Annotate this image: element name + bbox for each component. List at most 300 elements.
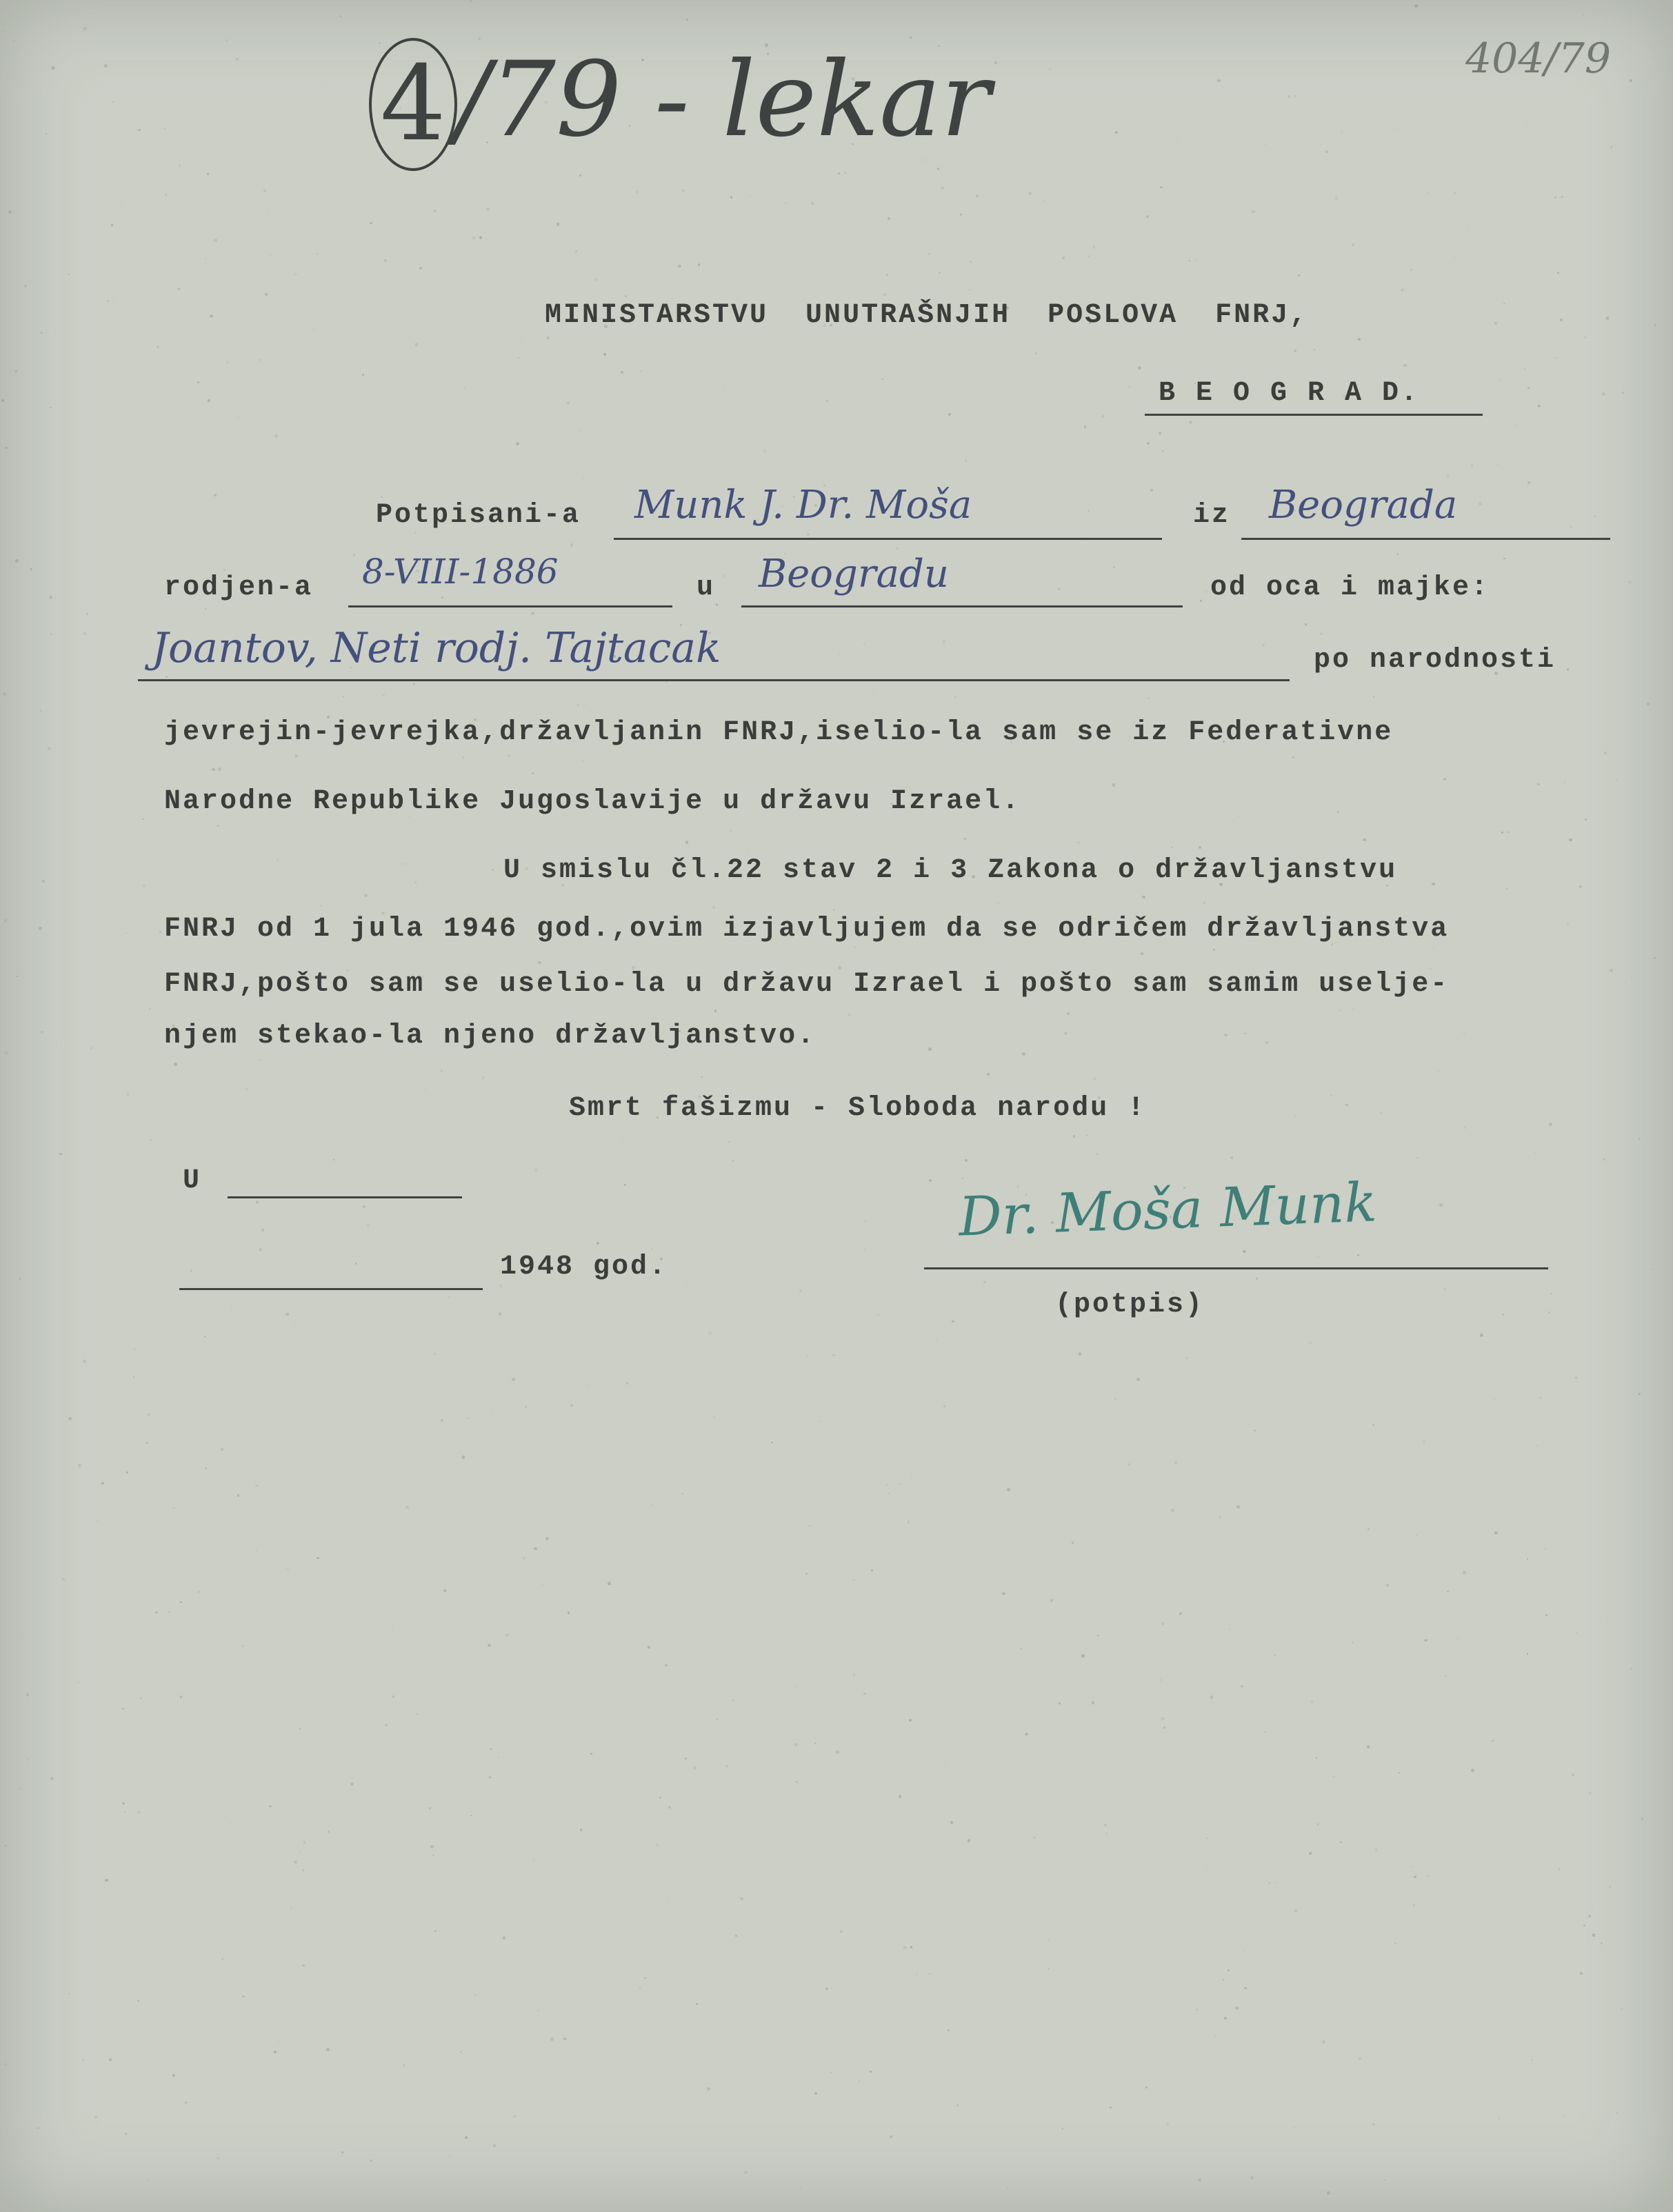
paper-speck	[313, 1094, 314, 1095]
paper-speck	[682, 189, 685, 192]
paper-speck	[62, 179, 63, 181]
paper-speck	[1092, 1701, 1095, 1705]
paper-speck	[1067, 1012, 1070, 1015]
paper-speck	[221, 1448, 223, 1451]
paper-speck	[255, 1485, 258, 1487]
paper-speck	[1447, 1591, 1449, 1593]
paper-speck	[983, 1281, 986, 1284]
paper-speck	[97, 1520, 98, 1521]
paper-speck	[208, 399, 210, 401]
paper-speck	[516, 442, 519, 445]
paper-speck	[41, 332, 43, 334]
paper-speck	[639, 1987, 641, 1988]
paper-speck	[205, 1467, 206, 1469]
paper-speck	[498, 1757, 499, 1758]
paper-speck	[1294, 1909, 1297, 1912]
paper-speck	[69, 1993, 70, 1994]
paper-speck	[910, 37, 912, 39]
paper-speck	[685, 1285, 687, 1287]
paper-speck	[381, 496, 383, 498]
paper-speck	[242, 1995, 245, 1998]
paper-speck	[1487, 1655, 1488, 1656]
paper-speck	[801, 2187, 802, 2189]
paper-speck	[178, 288, 181, 290]
paper-speck	[523, 1557, 525, 1559]
paper-speck	[1492, 1740, 1494, 1742]
paper-speck	[1007, 1488, 1010, 1491]
paper-speck	[545, 1537, 549, 1540]
paper-speck	[392, 1629, 393, 1631]
paper-speck	[1072, 1542, 1074, 1544]
paper-speck	[1501, 832, 1503, 834]
paper-speck	[1610, 969, 1613, 972]
paper-speck	[1096, 1153, 1099, 1155]
paper-speck	[1335, 197, 1338, 199]
addressee-line: MINISTARSTVU UNUTRAŠNJIH POSLOVA FNRJ,	[545, 300, 1309, 331]
paper-speck	[1527, 387, 1530, 389]
paper-speck	[295, 754, 298, 757]
paper-speck	[479, 236, 482, 239]
paper-speck	[1549, 1123, 1552, 1126]
paper-speck	[1602, 392, 1605, 396]
paper-speck	[970, 261, 972, 263]
paper-speck	[105, 1879, 108, 1882]
paper-speck	[1021, 1648, 1022, 1649]
paper-speck	[1198, 2178, 1201, 2182]
paper-speck	[277, 604, 279, 605]
paper-speck	[223, 569, 226, 571]
paper-speck	[326, 2048, 330, 2051]
paper-speck	[1203, 902, 1205, 904]
paper-speck	[204, 1336, 206, 1338]
paper-speck	[1094, 1077, 1096, 1079]
paper-speck	[59, 1153, 61, 1155]
paper-speck	[39, 927, 42, 930]
paper-speck	[1594, 516, 1596, 517]
paper-speck	[807, 533, 810, 536]
paper-speck	[881, 379, 883, 381]
paper-speck	[1494, 1531, 1497, 1534]
paper-speck	[886, 274, 888, 276]
paper-speck	[1223, 1856, 1225, 1858]
paper-speck	[608, 1582, 611, 1585]
paper-speck	[579, 174, 581, 176]
paper-speck	[4, 286, 5, 287]
paper-speck	[62, 1578, 65, 1581]
paper-speck	[960, 214, 962, 216]
paper-speck	[708, 1331, 712, 1335]
paper-speck	[1401, 288, 1404, 292]
paper-speck	[434, 210, 437, 212]
corner-archive-mark: 404/79	[1465, 34, 1612, 83]
paper-speck	[172, 2074, 175, 2077]
paper-speck	[713, 1416, 715, 1418]
paper-speck	[1498, 2118, 1500, 2120]
paper-speck	[370, 2160, 372, 2162]
paper-speck	[21, 1637, 23, 1638]
paper-speck	[899, 1483, 901, 1485]
paper-speck	[806, 1355, 807, 1356]
paper-speck	[441, 596, 443, 598]
paper-speck	[405, 1506, 409, 1509]
paper-speck	[1028, 192, 1032, 195]
paper-speck	[1022, 1052, 1025, 1056]
paper-speck	[1621, 2008, 1623, 2010]
paper-speck	[723, 385, 725, 387]
paper-speck	[263, 189, 267, 192]
paper-speck	[1499, 379, 1501, 381]
paper-speck	[1241, 1685, 1243, 1688]
paper-speck	[834, 664, 835, 665]
paper-speck	[1150, 489, 1153, 492]
paper-speck	[1375, 1849, 1377, 1851]
paper-speck	[1345, 1104, 1348, 1107]
paper-speck	[470, 1815, 472, 1817]
paper-speck	[5, 447, 8, 450]
paper-speck	[910, 1946, 913, 1949]
paper-speck	[735, 1935, 737, 1937]
paper-speck	[404, 863, 406, 865]
paper-speck	[1628, 581, 1632, 584]
paper-speck	[1564, 782, 1565, 783]
paper-speck	[8, 210, 12, 214]
paper-speck	[148, 2179, 149, 2180]
paper-speck	[1652, 1269, 1654, 1271]
paper-speck	[785, 203, 786, 204]
paper-speck	[987, 1073, 990, 1076]
paper-speck	[1048, 1940, 1050, 1941]
paper-speck	[682, 1493, 683, 1494]
paper-speck	[1219, 1516, 1221, 1518]
paper-speck	[462, 1456, 465, 1458]
paper-speck	[350, 1782, 354, 1786]
paper-speck	[1567, 668, 1570, 671]
paper-speck	[1536, 1445, 1539, 1447]
paper-speck	[1074, 568, 1075, 570]
paper-speck	[652, 1504, 653, 1505]
paper-speck	[78, 1464, 81, 1467]
paper-speck	[303, 1869, 305, 1871]
paper-speck	[428, 1514, 429, 1516]
paper-speck	[127, 1093, 130, 1096]
paper-speck	[730, 830, 732, 832]
paper-speck	[964, 838, 966, 840]
paper-speck	[1007, 2187, 1008, 2189]
paper-speck	[242, 1645, 244, 1647]
paper-speck	[659, 1797, 661, 1799]
paper-speck	[434, 1354, 436, 1356]
paper-speck	[415, 343, 418, 345]
paper-speck	[1524, 368, 1526, 370]
paper-speck	[512, 1378, 515, 1381]
paper-speck	[732, 1699, 735, 1702]
paper-speck	[570, 543, 574, 547]
paper-speck	[1313, 1965, 1314, 1967]
paper-speck	[392, 1696, 395, 1698]
paper-speck	[1176, 138, 1178, 139]
paper-speck	[314, 687, 315, 688]
paper-speck	[1548, 1311, 1550, 1314]
paper-speck	[624, 1184, 626, 1186]
paper-speck	[1269, 1882, 1270, 1884]
paper-speck	[467, 1418, 468, 1419]
paper-speck	[13, 106, 14, 107]
paper-speck	[462, 756, 464, 758]
paper-speck	[1423, 1440, 1425, 1443]
paper-speck	[225, 1816, 226, 1817]
paper-speck	[839, 654, 841, 656]
paper-speck	[732, 1160, 734, 1161]
paper-speck	[814, 2092, 817, 2095]
paper-speck	[838, 172, 840, 174]
paper-speck	[168, 1611, 170, 1612]
paper-speck	[1589, 1792, 1592, 1795]
paper-speck	[1363, 838, 1365, 841]
paper-speck	[883, 293, 886, 296]
label-parents: od oca i majke:	[1210, 572, 1490, 603]
paper-speck	[317, 253, 318, 254]
paper-speck	[1223, 1979, 1224, 1980]
paper-speck	[621, 1137, 623, 1138]
paper-speck	[1352, 1009, 1354, 1010]
paper-speck	[303, 1841, 305, 1843]
paper-speck	[1210, 1696, 1213, 1698]
paper-speck	[19, 1788, 21, 1789]
paper-speck	[1560, 319, 1563, 321]
paper-speck	[830, 2072, 832, 2073]
paper-speck	[1033, 1836, 1036, 1839]
paper-speck	[1288, 95, 1290, 98]
paper-speck	[413, 683, 415, 685]
born-date-underline	[348, 605, 672, 607]
paper-speck	[179, 165, 181, 167]
paper-speck	[237, 1494, 239, 1496]
paper-speck	[1593, 1905, 1594, 1906]
paper-speck	[1243, 1949, 1244, 1950]
paper-speck	[597, 1242, 599, 1245]
paper-speck	[159, 931, 161, 933]
paper-speck	[1352, 243, 1354, 246]
paper-speck	[538, 2010, 539, 2011]
paper-speck	[1643, 618, 1644, 619]
paper-speck	[1494, 322, 1497, 325]
paper-speck	[370, 855, 372, 857]
paper-speck	[1174, 1461, 1177, 1464]
paper-speck	[522, 281, 523, 283]
paper-speck	[686, 19, 688, 21]
paper-speck	[384, 259, 387, 262]
paper-speck	[1384, 2180, 1385, 2181]
paper-speck	[49, 596, 52, 599]
paper-speck	[1162, 450, 1163, 452]
paper-speck	[747, 847, 749, 849]
paper-speck	[185, 2102, 187, 2104]
paper-speck	[1561, 196, 1563, 198]
paper-speck	[716, 603, 719, 606]
paper-speck	[432, 1854, 434, 1856]
paper-speck	[567, 402, 569, 404]
paper-speck	[550, 2038, 554, 2041]
paper-speck	[269, 1805, 272, 1808]
paper-speck	[5, 1052, 8, 1054]
born-place-underline	[741, 605, 1183, 607]
paper-speck	[1073, 1135, 1076, 1138]
paper-speck	[1538, 405, 1541, 408]
paper-speck	[159, 1470, 160, 1471]
slogan: Smrt fašizmu - Sloboda narodu !	[569, 1093, 1147, 1124]
paper-speck	[1088, 510, 1090, 512]
paper-speck	[805, 1573, 808, 1575]
paper-speck	[67, 1918, 68, 1919]
paper-speck	[572, 232, 573, 233]
para2-line-3: FNRJ,pošto sam se uselio-la u državu Izrael i pošto sam samim uselje-	[164, 969, 1450, 1000]
paper-speck	[146, 1442, 148, 1444]
paper-speck	[1214, 2036, 1216, 2038]
paper-speck	[728, 1141, 729, 1142]
paper-speck	[911, 1474, 913, 1476]
paper-speck	[1647, 703, 1650, 705]
paper-speck	[333, 1159, 334, 1160]
paper-speck	[83, 2059, 84, 2060]
paper-speck	[948, 2029, 950, 2032]
paper-speck	[1616, 2112, 1618, 2114]
paper-speck	[848, 1013, 851, 1016]
paper-speck	[809, 1525, 810, 1527]
paper-speck	[3, 692, 6, 696]
paper-speck	[853, 1580, 854, 1581]
paper-speck	[799, 1289, 802, 1292]
paper-speck	[693, 1767, 697, 1770]
paper-speck	[1061, 2128, 1063, 2130]
paper-speck	[42, 880, 45, 883]
paper-speck	[599, 901, 600, 903]
paper-speck	[441, 1419, 443, 1422]
signature: Dr. Moša Munk	[957, 1172, 1378, 1249]
paper-speck	[1427, 1875, 1429, 1877]
paper-speck	[1224, 1034, 1227, 1036]
paper-speck	[542, 1585, 543, 1586]
paper-speck	[1457, 1638, 1459, 1639]
paper-speck	[137, 2000, 139, 2002]
paper-speck	[460, 2051, 461, 2053]
paper-speck	[814, 1676, 815, 1678]
paper-speck	[916, 1974, 918, 1976]
paper-speck	[294, 273, 298, 276]
paper-speck	[382, 694, 384, 696]
paper-speck	[212, 768, 215, 772]
paper-speck	[1396, 553, 1399, 555]
paper-speck	[1236, 1505, 1239, 1508]
paper-speck	[1025, 1733, 1028, 1736]
paper-speck	[465, 2136, 468, 2139]
paper-speck	[1653, 31, 1654, 32]
paper-speck	[634, 1741, 636, 1742]
paper-speck	[277, 859, 278, 860]
paper-speck	[1263, 644, 1265, 646]
paper-speck	[259, 1248, 262, 1251]
paper-speck	[349, 1074, 350, 1075]
paper-speck	[5, 1845, 6, 1847]
paper-speck	[50, 634, 52, 635]
paper-speck	[1322, 2040, 1325, 2044]
paper-speck	[1192, 336, 1193, 337]
paper-speck	[488, 1644, 490, 1647]
paper-speck	[525, 1406, 527, 1408]
paper-speck	[125, 2133, 127, 2135]
paper-speck	[665, 1664, 667, 1666]
paper-speck	[207, 173, 210, 176]
paper-speck	[538, 961, 541, 965]
paper-speck	[1527, 481, 1530, 484]
paper-speck	[414, 532, 416, 533]
paper-speck	[532, 772, 534, 774]
paper-speck	[1567, 923, 1569, 925]
paper-speck	[238, 417, 239, 419]
paper-speck	[226, 39, 228, 41]
paper-speck	[1604, 752, 1607, 754]
paper-speck	[583, 704, 585, 705]
paper-speck	[833, 909, 834, 911]
paper-speck	[943, 1405, 945, 1407]
label-born: rodjen-a	[164, 572, 314, 603]
paper-speck	[1264, 143, 1265, 145]
paper-speck	[1001, 1809, 1003, 1811]
paper-speck	[441, 1069, 443, 1072]
paper-speck	[1511, 2022, 1512, 2023]
paper-speck	[1576, 1632, 1577, 1633]
paper-speck	[1327, 2191, 1330, 2195]
paper-speck	[1205, 590, 1208, 593]
paper-speck	[205, 607, 207, 610]
paper-speck	[1316, 1757, 1317, 1758]
paper-speck	[1639, 1393, 1641, 1395]
paper-speck	[990, 232, 992, 233]
paper-speck	[1292, 756, 1294, 758]
paper-speck	[13, 40, 16, 43]
paper-speck	[929, 1973, 930, 1975]
paper-speck	[1235, 2007, 1239, 2010]
paper-speck	[896, 547, 899, 550]
paper-speck	[945, 1764, 947, 1766]
paper-speck	[950, 1821, 953, 1824]
paper-speck	[518, 357, 519, 359]
paper-speck	[579, 430, 581, 431]
paper-speck	[1112, 783, 1116, 787]
paper-speck	[1480, 1334, 1483, 1337]
paper-speck	[1128, 1463, 1130, 1465]
paper-speck	[1468, 228, 1469, 229]
paper-speck	[1497, 463, 1499, 465]
paper-speck	[291, 1180, 292, 1181]
paper-speck	[472, 237, 476, 240]
paper-speck	[134, 1348, 136, 1350]
paper-speck	[1252, 210, 1255, 214]
paper-speck	[1572, 1773, 1574, 1776]
paper-speck	[1160, 1679, 1162, 1681]
paper-speck	[15, 559, 19, 563]
paper-speck	[1339, 1009, 1341, 1012]
paper-speck	[1527, 1653, 1529, 1655]
from-underline	[1241, 538, 1610, 540]
circled-number: 4	[369, 38, 457, 171]
paper-speck	[261, 1229, 264, 1231]
paper-speck	[1147, 442, 1150, 445]
paper-speck	[1439, 1203, 1443, 1207]
paper-speck	[166, 676, 168, 678]
paper-speck	[1217, 79, 1220, 82]
paper-speck	[443, 1589, 446, 1592]
paper-speck	[50, 1777, 54, 1780]
